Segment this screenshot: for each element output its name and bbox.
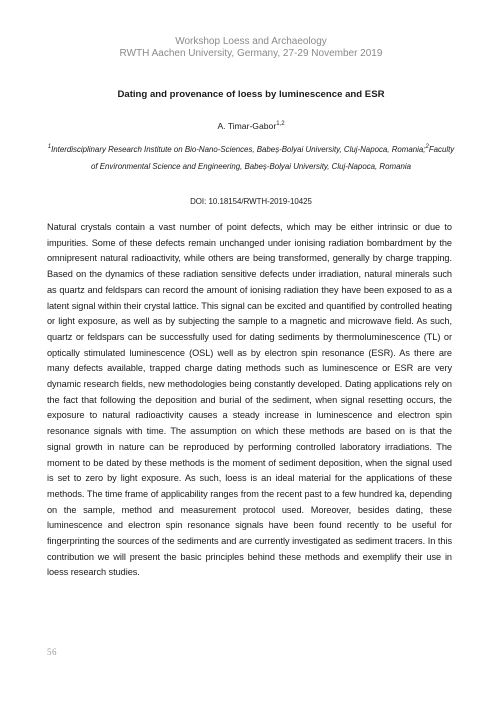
page-number: 56 bbox=[47, 647, 57, 657]
workshop-venue-date: RWTH Aachen University, Germany, 27-29 November 2019 bbox=[119, 48, 383, 59]
affiliation-1-mark: 1 bbox=[47, 144, 52, 150]
running-header bbox=[0, 36, 502, 60]
affiliation-1: Interdisciplinary Research Institute on Bio-Nano-Sciences, Babeș-Bolyai University, Cluj-Napoca, Romania; bbox=[51, 145, 426, 154]
article-title: Dating and provenance of loess by luminescence and ESR bbox=[117, 89, 385, 100]
affiliation-2-mark: 2 bbox=[425, 144, 429, 150]
doi: DOI: 10.18154/RWTH-2019-10425 bbox=[190, 197, 312, 206]
author-line bbox=[40, 121, 462, 132]
abstract-body: Natural crystals contain a vast number of point defects, which may be either intrinsic or due to impurities. Some of these defects remain unchanged under ionising radiation bombardment by the omnipresent natural radioactivity, while others are being transformed, generally by charge trapping. Based on the dynamics of these radiation sensitive defects under irradiation, natural minerals such as quartz and feldspars can record the amount of ionising radiation they have been exposed to as a latent signal within their crystal lattice. This signal can be excited and quantified by controlled heating or light exposure, as well as by subjecting the sample to a magnetic and microwave field. As such, quartz or feldspars can be successfully used for dating sediments by thermoluminescence (TL) or optically stimulated luminescence (OSL) well as by electron spin resonance (ESR). As there are many defects available, trapped charge dating methods such as luminescence or ESR are very dynamic research fields, new methodologies being constantly developed. Dating applications rely on the fact that following the deposition and burial of the sediment, when signal resetting occurs, the exposure to natural radioactivity causes a steady increase in luminescence and electron spin resonance signals with time. The assumption on which these methods are based on is that the signal growth in nature can be reproduced by performing controlled laboratory irradiations. The moment to be dated by these methods is the moment of sediment deposition, when the signal used is set to zero by light exposure. As such, loess is an ideal material for the applications of these methods. The time frame of applicability ranges from the recent past to a few hundred ka, depending on the sample, method and measurement protocol used. Moreover, besides dating, these luminescence and electron spin resonance signals have been found recently to be useful for fingerprinting the sources of the sediments and are currently investigated as sediment tracers. In this contribution we will present the basic principles behind these methods and exemplify their use in loess research studies. bbox=[47, 222, 452, 578]
author-affiliation-marks: 1,2 bbox=[276, 121, 285, 127]
affiliation-2: Faculty of Environmental Science and Engineering, Babeș-Bolyai University, Cluj-Napoca, Romania bbox=[90, 145, 455, 171]
author-name: A. Timar-Gabor bbox=[217, 121, 277, 131]
workshop-name: Workshop Loess and Archaeology bbox=[175, 36, 327, 47]
affiliations bbox=[44, 142, 458, 175]
